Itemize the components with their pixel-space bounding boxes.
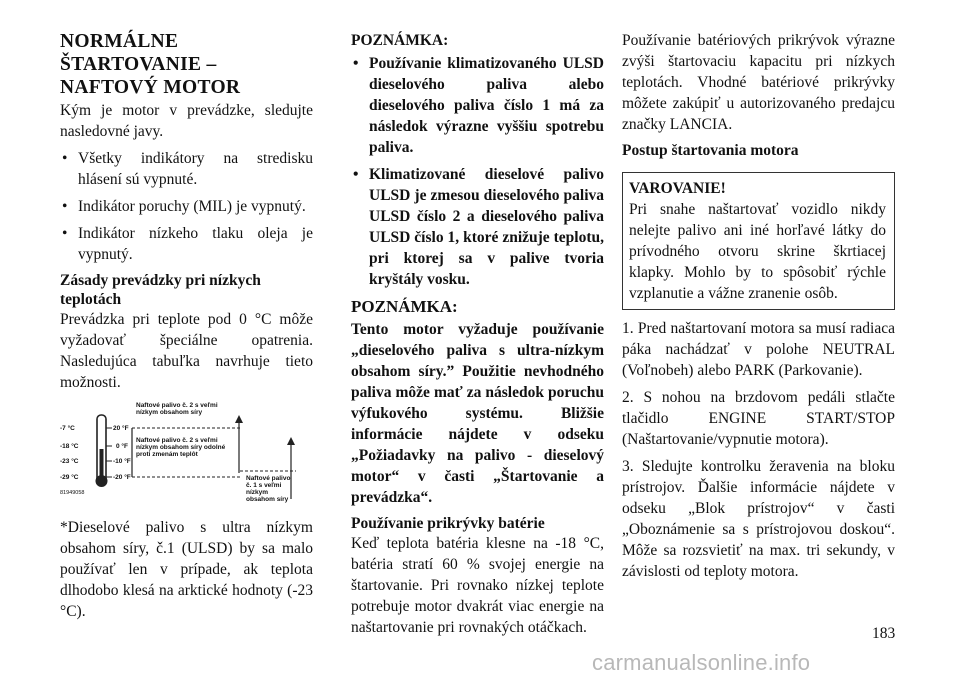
figure-id: 81949058 [60, 490, 85, 496]
cold-weather-paragraph: Prevádzka pri teplote pod 0 °C môže vyžadovať špeciálne opatrenia. Nasledujúca tabuľka navrhuje tieto možnosti. [60, 311, 313, 391]
column-left [60, 30, 313, 628]
list-item: • Indikátor poruchy (MIL) je vypnutý. [62, 198, 306, 215]
note-heading: POZNÁMKA: [351, 32, 449, 49]
temp-label-f: -20 °F [113, 474, 131, 481]
bullet-icon: • [62, 150, 68, 167]
temp-label-c: -23 °C [60, 458, 79, 465]
temp-label-c: -7 °C [60, 425, 75, 432]
list-item: • Indikátor nízkeho tlaku oleja je vypnutý. [62, 225, 313, 263]
temp-label-c: -29 °C [60, 474, 79, 481]
section-title: NORMÁLNE ŠTARTOVANIE – NAFTOVÝ MOTOR [60, 31, 241, 98]
blanket-paragraph: Používanie batériových prikrývok výrazne zvýši štartovaciu kapacitu pri nízkych teplotách. Vhodné batériové prikrývky môžete zakúpiť u autorizovaného predajcu značky LANCIA. [622, 32, 895, 133]
bullet-icon: • [62, 225, 68, 242]
column-middle [351, 30, 604, 644]
temp-label-c: -18 °C [60, 443, 79, 450]
fuel-temperature-figure [60, 399, 313, 507]
note-heading: POZNÁMKA: [351, 297, 458, 316]
cold-weather-heading: Zásady prevádzky pri nízkych teplotách [60, 272, 261, 308]
page-number: 183 [872, 625, 896, 642]
list-item: • Klimatizované dieselové palivo ULSD je zmesou dieselového paliva ULSD číslo 2 a dieselového paliva ULSD číslo 1, ktoré znižuje teplotu, pri ktorej sa v palive tvoria kryštály vosku. [353, 166, 604, 288]
battery-paragraph: Keď teplota batéria klesne na -18 °C, batéria stratí 60 % svojej energie na štartovanie. Pri rovnako nízkej teplote potrebuje motor dvakrát viac energie na naštartovanie pri rovnakých otáčkach. [351, 535, 604, 636]
fuel-label-right: Naftové palivo č. 1 s veľmi nízkym obsahom síry [246, 475, 291, 503]
step-paragraph: 3. Sledujte kontrolku žeravenia na bloku prístrojov. Ďalšie informácie nájdete v odseku „Blok prístrojov“ v časti „Oboznámenie sa s prístrojovou doskou“. Môže sa rozsvietiť na max. tri sekundy, v závislosti od teploty motora. [622, 458, 895, 580]
note-list [351, 53, 604, 290]
procedure-heading: Postup štartovania motora [622, 142, 799, 159]
footnote: *Dieselové palivo s ultra nízkym obsahom síry, č.1 (ULSD) by sa malo používať len v prípade, ak teplota dlhodobo klesá na arktické hodnoty (-23 °C). [60, 519, 313, 620]
temp-label-f: -10 °F [113, 458, 131, 465]
step-paragraph: 1. Pred naštartovaní motora sa musí radiaca páka nachádzať v polohe NEUTRAL (Voľnobeh) alebo PARK (Parkovanie). [622, 320, 895, 379]
intro-paragraph: Kým je motor v prevádzke, sledujte nasledovné javy. [60, 102, 313, 140]
column-right [622, 30, 895, 588]
indicator-list [60, 148, 313, 265]
temp-label-f: 20 °F [113, 425, 129, 432]
bullet-icon: • [62, 198, 68, 215]
fuel-label-top: Naftové palivo č. 2 s veľmi nízkym obsahom síry [136, 402, 218, 416]
list-item: • Používanie klimatizovaného ULSD dieselového paliva alebo dieselového paliva číslo 1 má za následok výrazne vyššiu spotrebu paliva. [353, 55, 604, 156]
bullet-icon: • [353, 55, 359, 72]
warning-box [622, 172, 895, 310]
warning-title: VAROVANIE! [629, 180, 726, 197]
battery-blanket-heading: Používanie prikrývky batérie [351, 515, 545, 532]
bullet-icon: • [353, 166, 359, 183]
note-paragraph: Tento motor vyžaduje používanie „dieselového paliva s ultra-nízkym obsahom síry.” Použitie nevhodného paliva môže mať za následok poruchu výfukového systému. Bližšie informácie nájdete v odseku „Požiadavky na palivo - dieselový motor“ v časti „Štartovanie a prevádzka“. [351, 321, 604, 506]
thermometer-mercury [100, 449, 104, 481]
list-item: • Všetky indikátory na stredisku hlásení sú vypnuté. [62, 150, 313, 188]
watermark: carmanualsonline.info [592, 650, 811, 675]
fuel-label-middle: Naftové palivo č. 2 s veľmi nízkym obsahom síry odolné proti zmenám teplôt [136, 437, 226, 458]
step-paragraph: 2. S nohou na brzdovom pedáli stlačte tlačidlo ENGINE START/STOP (Naštartovanie/vypnutie motora). [622, 389, 895, 448]
temp-label-f: 0 °F [116, 443, 128, 450]
warning-text: Pri snahe naštartovať vozidlo nikdy nelejte palivo ani iné horľavé látky do prívodného otvoru skrine škrtiacej klapky. Mohlo by to spôsobiť rýchle vzplanutie a vážne zranenie osôb. [629, 201, 886, 302]
